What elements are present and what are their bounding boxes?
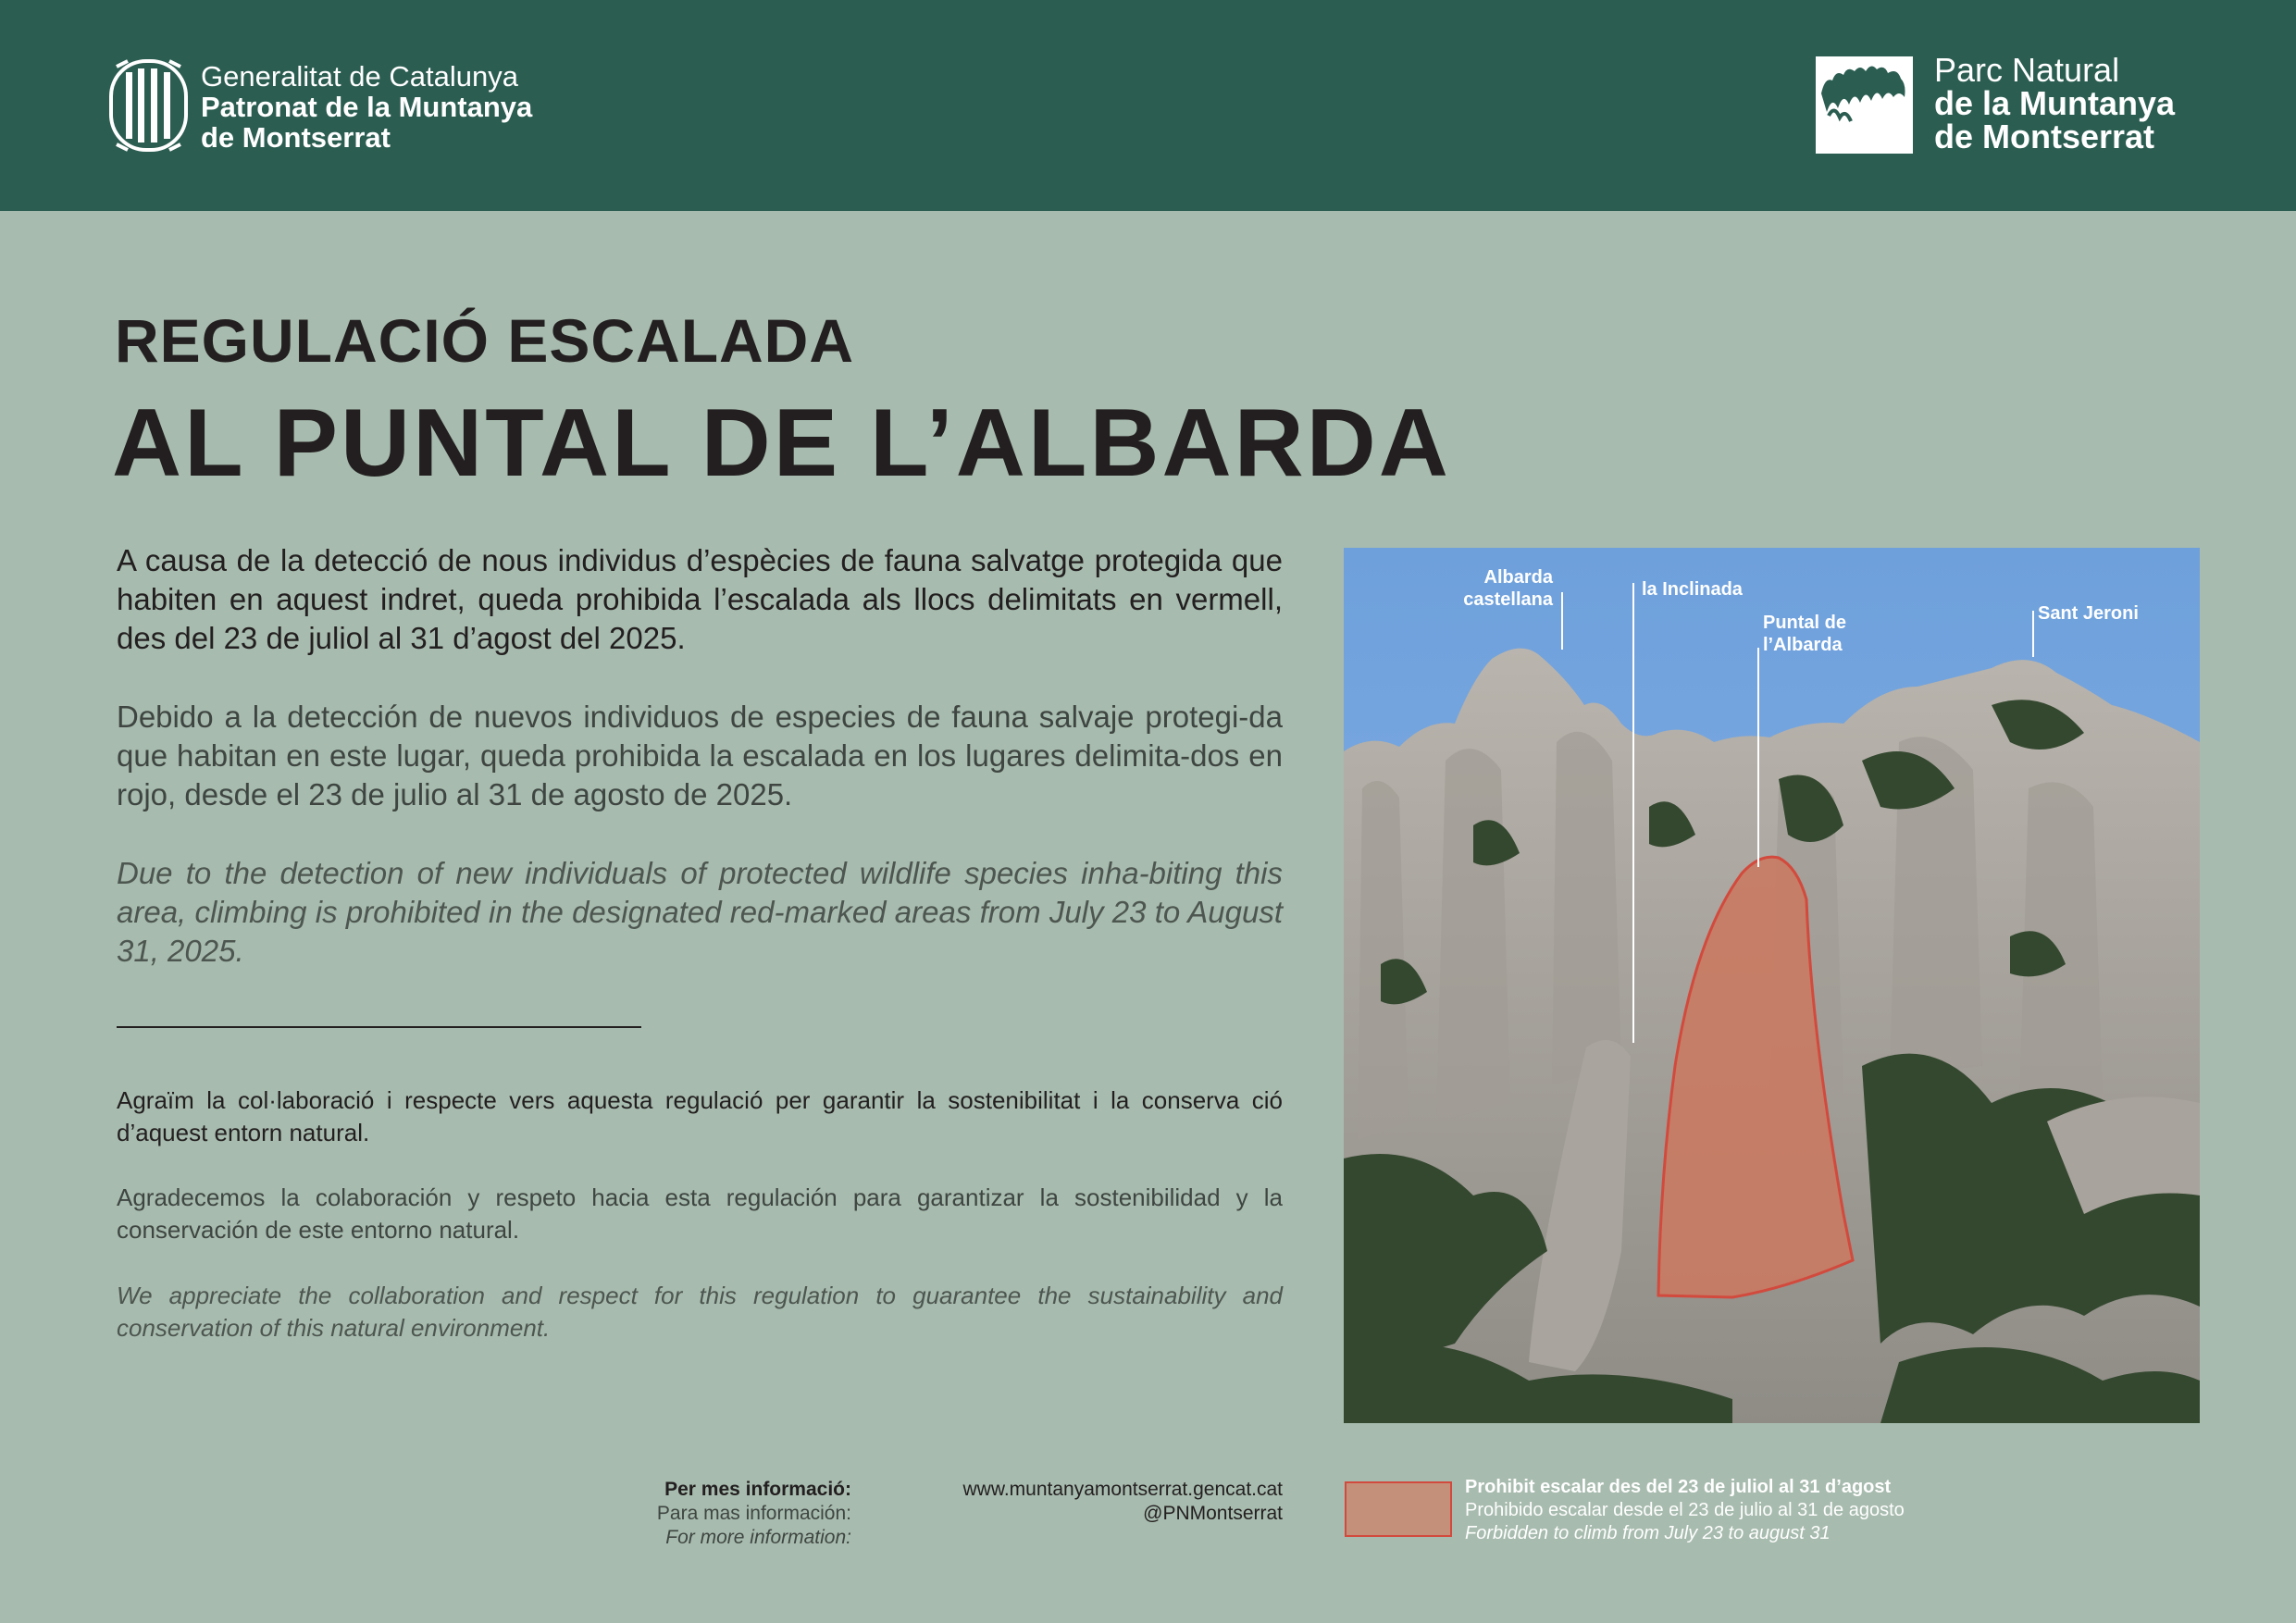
org-line-2: Patronat de la Muntanya [201,91,533,123]
org-line-3: de Montserrat [201,121,391,154]
more-info-label-spanish: Para mas información: [656,1503,851,1524]
legend-english: Forbidden to climb from July 23 to august 31 [1465,1523,1831,1543]
thanks-spanish: Agradecemos la colaboración y respeto hacia esta regulación para garantizar la sostenibilidad y la conservación de este entorno natural. [117,1183,1283,1244]
social-handle-link[interactable]: @PNMontserrat [1143,1503,1283,1524]
label-la-inclinada: la Inclinada [1642,579,1743,600]
website-link[interactable]: www.muntanyamontserrat.gencat.cat [962,1479,1283,1500]
park-line-2: de la Muntanya [1934,84,2176,122]
mountain-logo-icon [1816,56,1913,154]
page-title: AL PUNTAL DE L’ALBARDA [112,390,1451,497]
page-subtitle: REGULACIÓ ESCALADA [115,306,855,375]
thanks-english: We appreciate the collaboration and respect for this regulation to guarantee the sustainability and conservation of this natural environment. [117,1282,1283,1342]
more-info-labels [555,1478,851,1550]
label-sant-jeroni: Sant Jeroni [2038,603,2139,624]
park-line-3: de Montserrat [1934,118,2155,155]
more-info-label-english: For more information: [665,1527,851,1548]
legend [1465,1476,1905,1545]
org-line-1: Generalitat de Catalunya [201,60,518,93]
notice-spanish: Debido a la detección de nuevos individuos de especies de fauna salvaje protegi-da que habitan en este lugar, queda prohibida la escalada en los lugares delimita-dos en rojo, desde el 23 de julio al 31 de agosto de 2025. [117,700,1283,812]
more-info-label-catalan: Per mes informació: [664,1479,851,1500]
label-puntal-line1: Puntal de [1763,613,1847,633]
legend-restricted-swatch [1345,1481,1452,1537]
label-puntal-line2: l’Albarda [1763,635,1843,655]
generalitat-logo-icon [109,59,188,152]
mountain-photo-illustration [1344,548,2200,1423]
notice-english: Due to the detection of new individuals of protected wildlife species inha-biting this area, climbing is prohibited in the designated red-marked areas from July 23 to August 31, 2025. [117,856,1283,968]
park-line-1: Parc Natural [1934,51,2120,89]
park-name [1934,51,2176,155]
mountain-photo [1344,548,2200,1423]
thanks-catalan: Agraïm la col·laboració i respecte vers aquesta regulació per garantir la sostenibilitat i la conserva ció d’aquest entorn natural. [117,1086,1283,1146]
organization-name [201,61,532,153]
label-albarda-line2: castellana [1463,589,1553,610]
more-info-links [888,1478,1283,1526]
label-albarda-line1: Albarda [1483,567,1553,588]
legend-spanish: Prohibido escalar desde el 23 de julio al 31 de agosto [1465,1500,1905,1520]
header-bar [0,0,2296,211]
section-divider [117,1026,641,1028]
legend-catalan: Prohibit escalar des del 23 de juliol al 31 d’agost [1465,1477,1892,1497]
notice-catalan: A causa de la detecció de nous individus d’espècies de fauna salvatge protegida que habiten en aquest indret, queda prohibida l’escalada als llocs delimitats en vermell, des del 23 de juliol al 31 d’agost del 2025. [117,543,1283,655]
